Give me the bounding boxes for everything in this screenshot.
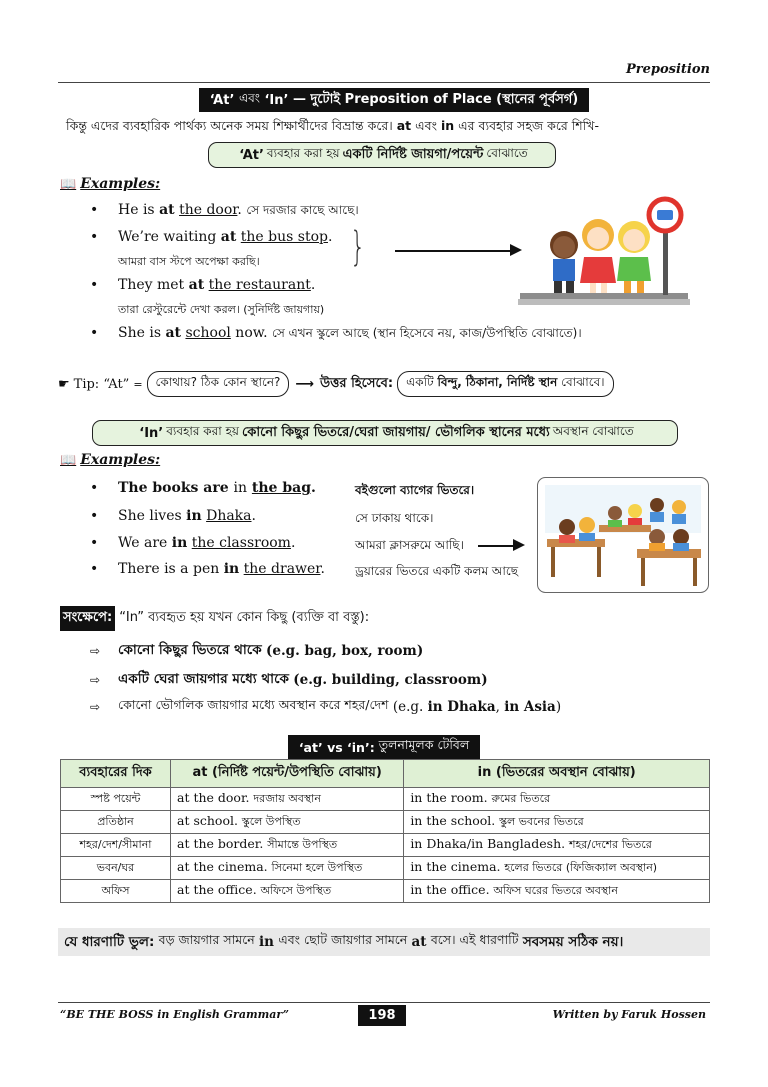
comparison-table	[60, 759, 710, 903]
summary-item-eg: (e.g. building, classroom)	[293, 671, 488, 688]
in-pill-mid: ব্যবহার করা হয়	[166, 424, 239, 438]
in-pill-bold: কোনো কিছুর ভিতরে/ঘেরা জায়গায়/ ভৌগলিক স্থানের মধ্যে	[241, 424, 550, 440]
table-cell-at: at the border. সীমান্তে উপস্থিত	[171, 834, 404, 857]
intro-part2: এর ব্যবহার সহজ করে শিখি-	[458, 118, 599, 133]
example-sentence: There is a pen in the drawer.	[118, 561, 325, 577]
example-sentence: The books are in the bag.	[118, 480, 316, 496]
summary-item-3	[90, 697, 561, 717]
table-cell-aspect: স্পষ্ট পয়েন্ট	[61, 788, 171, 811]
tip-label: Tip: “At”	[73, 376, 130, 392]
example-sentence: He is at the door.	[118, 202, 242, 218]
warning-at: at	[411, 934, 427, 950]
footer-author: Written by Faruk Hossen	[552, 1008, 706, 1021]
bullet-dot: •	[90, 325, 99, 341]
bus-stop-kids-illustration	[518, 195, 690, 307]
tip-eq: =	[133, 377, 143, 391]
table-header-cell: ব্যবহারের দিক	[61, 760, 171, 788]
arrow-pointer-icon: ⇨	[90, 643, 101, 658]
summary-tag: সংক্ষেপে:	[60, 606, 115, 631]
bullet-dot: •	[90, 202, 99, 218]
misconception-warning	[58, 928, 710, 956]
in-example-1-translation: বইগুলো ব্যাগের ভিতরে।	[355, 483, 475, 497]
footer-book-title: “BE THE BOSS in English Grammar”	[60, 1008, 289, 1021]
at-example-4	[90, 325, 582, 345]
table-cell-at: at the office. অফিসে উপস্থিত	[171, 880, 404, 903]
example-sentence: She is at school now.	[118, 325, 268, 341]
warning-text-1: বড় জায়গার সামনে	[158, 932, 255, 947]
at-example-3-translation: তারা রেস্টুরেন্টে দেখা করল। (সুনির্দিষ্ট জায়গায়)	[118, 303, 325, 316]
table-title-rest: তুলনামূলক টেবিল	[378, 737, 470, 752]
warning-text-3: বসে। এই ধারণাটি	[430, 932, 519, 947]
page-title	[199, 88, 589, 112]
summary-item-normal: কোনো ভৌগলিক জায়গার মধ্যে অবস্থান করে শহর/দেশ	[118, 697, 389, 712]
table-row	[61, 811, 710, 834]
bullet-dot: •	[90, 480, 99, 496]
in-pill-word: ‘In’	[139, 425, 164, 441]
in-example-1	[90, 480, 316, 496]
at-example-3	[90, 277, 315, 293]
at-pill-word: ‘At’	[239, 147, 264, 163]
warning-text-2: এবং ছোট জায়গার সামনে	[278, 932, 408, 947]
in-example-4-translation: ড্রয়ারের ভিতরে একটি কলম আছে	[355, 564, 519, 578]
arrow-pointer-icon: ⇨	[90, 700, 101, 714]
summary-text: “In” ব্যবহৃত হয় যখন কোন কিছু (ব্যক্তি বা বস্তু):	[119, 610, 370, 625]
table-cell-at: at school. স্কুলে উপস্থিত	[171, 811, 404, 834]
table-title-bold: ‘at’ vs ‘in’:	[298, 739, 375, 755]
table-cell-in: in Dhaka/in Bangladesh. শহর/দেশের ভিতরে	[404, 834, 710, 857]
table-header-row	[61, 760, 710, 788]
table-cell-aspect: শহর/দেশ/সীমানা	[61, 834, 171, 857]
bullet-dot: •	[90, 561, 99, 577]
example-sentence: We’re waiting at the bus stop.	[118, 229, 333, 245]
at-definition-pill	[208, 142, 556, 168]
summary-item-1	[90, 639, 423, 662]
bullet-dot: •	[90, 508, 99, 524]
table-row	[61, 880, 710, 903]
summary-item-bold: কোনো কিছুর ভিতরে থাকে	[118, 642, 262, 658]
in-example-3	[90, 535, 295, 551]
example-sentence: She lives in Dhaka.	[118, 508, 256, 524]
example-sentence: They met at the restaurant.	[118, 277, 316, 293]
table-header-cell: at (নির্দিষ্ট পয়েন্ট/উপস্থিতি বোঝায়)	[171, 760, 404, 788]
classroom-illustration	[537, 477, 709, 593]
at-pill-mid: ব্যবহার করা হয়	[266, 146, 340, 160]
intro-ebong: এবং	[415, 118, 437, 133]
in-example-2-translation: সে ঢাকায় থাকে।	[355, 511, 434, 525]
tip-answer-label: উত্তর হিসেবে:	[320, 375, 394, 391]
at-example-2-translation: আমরা বাস স্টপে অপেক্ষা করছি।	[118, 255, 260, 268]
warning-in: in	[258, 934, 274, 950]
intro-at: at	[396, 118, 412, 133]
example-sentence: We are in the classroom.	[118, 535, 296, 551]
in-example-3-translation: আমরা ক্লাসরুমে আছি।	[355, 538, 464, 552]
at-pill-bold: একটি নির্দিষ্ট জায়গা/পয়েন্ট	[342, 146, 484, 162]
in-definition-pill	[92, 420, 678, 446]
table-cell-at: at the cinema. সিনেমা হলে উপস্থিত	[171, 857, 404, 880]
footer-rule	[58, 1002, 710, 1003]
header-rule	[58, 82, 710, 83]
arrow-pointer-icon: ⇨	[90, 672, 101, 687]
bullet-dot: •	[90, 535, 99, 551]
examples-heading-at	[60, 176, 160, 192]
tip-answer: একটি বিন্দু, ঠিকানা, নির্দিষ্ট স্থান বোঝাবে।	[397, 371, 613, 397]
title-at: ‘At’	[209, 92, 235, 108]
at-pill-end: বোঝাতে	[486, 146, 528, 160]
table-title	[288, 735, 480, 759]
intro-part1: কিন্তু এদের ব্যবহারিক পার্থক্য অনেক সময় শিক্ষার্থীদের বিভ্রান্ত করে।	[66, 118, 393, 133]
intro-in: in	[440, 118, 455, 133]
table-cell-aspect: প্রতিষ্ঠান	[61, 811, 171, 834]
summary-item-bold: একটি ঘেরা জায়গার মধ্যে থাকে	[118, 671, 289, 687]
book-icon: 📖	[60, 452, 77, 468]
intro-text	[66, 118, 716, 138]
table-cell-aspect: ভবন/ঘর	[61, 857, 171, 880]
summary-line	[60, 606, 369, 631]
arrow-right-icon: ⟶	[295, 376, 314, 392]
example-translation: সে দরজার কাছে আছে।	[246, 203, 359, 217]
page-number: 198	[358, 1005, 406, 1026]
table-row	[61, 834, 710, 857]
table-row	[61, 857, 710, 880]
at-example-1	[90, 202, 359, 222]
summary-item-2	[90, 668, 488, 691]
tip-line	[58, 371, 614, 397]
title-ebong: এবং	[238, 91, 260, 105]
title-rest: — দুটোই Preposition of Place (স্থানের পূর্বসর্গ)	[292, 91, 579, 107]
table-cell-in: in the office. অফিস ঘরের ভিতরে অবস্থান	[404, 880, 710, 903]
summary-item-eg: (e.g. bag, box, room)	[265, 642, 424, 659]
tip-question: কোথায়? ঠিক কোন স্থানে?	[147, 371, 290, 397]
title-in: ‘In’	[264, 92, 289, 108]
examples-label-at: Examples:	[80, 176, 161, 192]
in-example-4	[90, 561, 325, 577]
table-cell-in: in the cinema. হলের ভিতরে (ফিজিক্যাল অবস্থান)	[404, 857, 710, 880]
examples-label-in: Examples:	[80, 452, 161, 468]
warning-bold-1: যে ধারণাটি ভুল:	[64, 933, 155, 950]
warning-bold-2: সবসময় সঠিক নয়।	[522, 933, 624, 950]
brace: }	[350, 224, 366, 270]
table-cell-in: in the room. রুমের ভিতরে	[404, 788, 710, 811]
examples-heading-in	[60, 452, 160, 468]
header-section: Preposition	[626, 62, 710, 77]
book-icon: 📖	[60, 176, 77, 192]
table-cell-in: in the school. স্কুল ভবনের ভিতরে	[404, 811, 710, 834]
table-header-cell: in (ভিতরের অবস্থান বোঝায়)	[404, 760, 710, 788]
at-example-2	[90, 229, 332, 245]
bullet-dot: •	[90, 229, 99, 245]
table-cell-aspect: অফিস	[61, 880, 171, 903]
in-pill-end: অবস্থান বোঝাতে	[552, 424, 634, 438]
table-cell-at: at the door. দরজায় অবস্থান	[171, 788, 404, 811]
table-row	[61, 788, 710, 811]
example-translation: সে এখন স্কুলে আছে (স্থান হিসেবে নয়, কাজ/উপস্থিতি বোঝাতে)।	[271, 326, 582, 340]
summary-item-eg: (e.g. in Dhaka, in Asia)	[392, 699, 562, 715]
hand-point-icon: ☛	[58, 376, 70, 392]
in-example-2	[90, 508, 256, 524]
bullet-dot: •	[90, 277, 99, 293]
